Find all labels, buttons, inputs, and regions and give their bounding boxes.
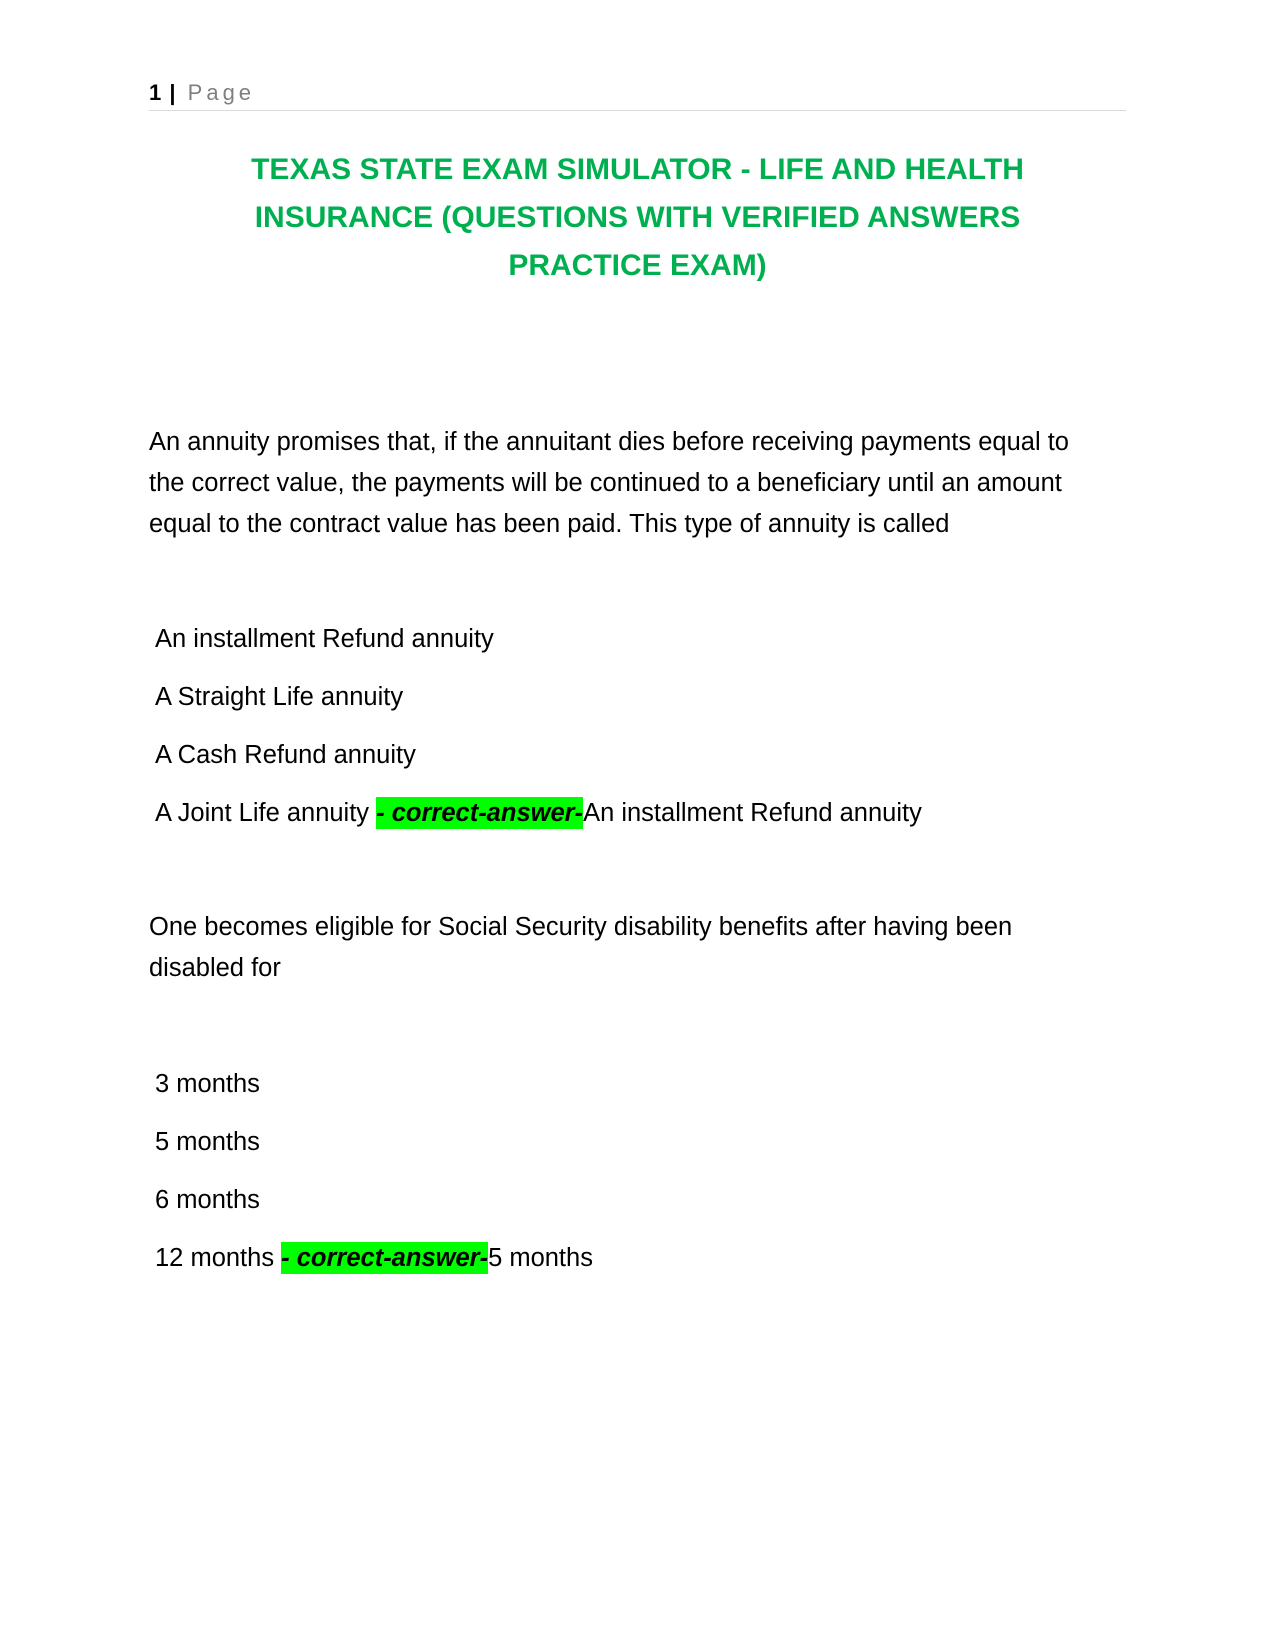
correct-answer-text: 5 months (488, 1244, 593, 1272)
option-label: 3 months (155, 1070, 260, 1098)
correct-answer-text: An installment Refund annuity (583, 799, 922, 827)
question-2-text (149, 907, 1129, 989)
title-line: PRACTICE EXAM) (508, 249, 767, 282)
question-line: the correct value, the payments will be continued to a beneficiary until an amount (149, 469, 1062, 497)
option-label: A Joint Life annuity (155, 799, 377, 827)
option-label: 12 months (155, 1244, 282, 1272)
option-item (155, 734, 1125, 792)
question-2-options (155, 1063, 1125, 1295)
option-item (155, 676, 1125, 734)
question-line: equal to the contract value has been paid. This type of annuity is called (149, 510, 950, 538)
option-label: An installment Refund annuity (155, 625, 494, 653)
correct-answer-marker: - correct-answer- (376, 799, 584, 827)
option-item (155, 1121, 1125, 1179)
page-label: Page (187, 80, 256, 105)
correct-answer-marker: - correct-answer- (281, 1244, 489, 1272)
option-item (155, 618, 1125, 676)
option-label: 5 months (155, 1128, 260, 1156)
option-item (155, 1237, 1125, 1295)
question-line: An annuity promises that, if the annuitant dies before receiving payments equal to (149, 428, 1069, 456)
document-title (149, 146, 1126, 290)
option-item (155, 1179, 1125, 1237)
option-item (155, 792, 1125, 850)
question-1-text (149, 422, 1129, 545)
question-1-options (155, 618, 1125, 850)
option-label: A Cash Refund annuity (155, 741, 416, 769)
title-line: INSURANCE (QUESTIONS WITH VERIFIED ANSWERS (254, 201, 1021, 234)
option-label: 6 months (155, 1186, 260, 1214)
question-line: One becomes eligible for Social Security disability benefits after having been (149, 913, 1013, 941)
option-label: A Straight Life annuity (155, 683, 404, 711)
question-line: disabled for (149, 954, 281, 982)
title-line: TEXAS STATE EXAM SIMULATOR - LIFE AND HEALTH (251, 153, 1024, 186)
page-separator: | (169, 80, 176, 105)
page-header (149, 76, 1126, 111)
page-number: 1 (149, 80, 162, 105)
option-item (155, 1063, 1125, 1121)
